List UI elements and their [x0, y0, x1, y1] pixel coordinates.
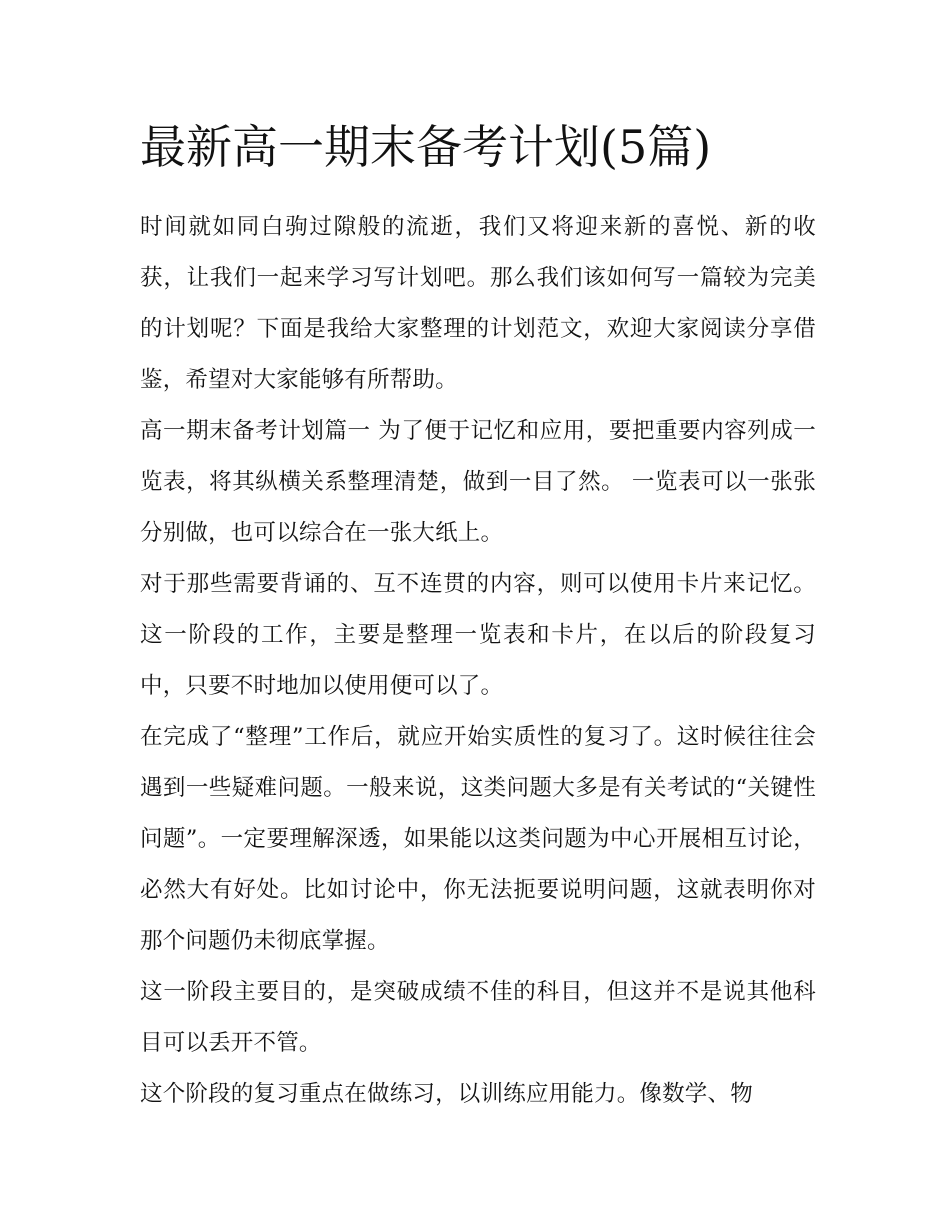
paragraph-intro: 时间就如同白驹过隙般的流逝，我们又将迎来新的喜悦、新的收获，让我们一起来学习写计划吧。那么我们该如何写一篇较为完美的计划呢？下面是我给大家整理的计划范文，欢迎大家阅读分享借鉴，希望对大家能够有所帮助。: [140, 214, 816, 393]
document-title: 最新高一期末备考计划(5篇): [140, 120, 712, 174]
paragraph-key-questions: 在完成了“整理”工作后，就应开始实质性的复习了。这时候往往会遇到一些疑难问题。一般来说，这类问题大多是有关考试的“关键性问题”。一定要理解深透，如果能以这类问题为中心开展相互讨论，必然大有好处。比如讨论中，你无法扼要说明问题，这就表明你对那个问题仍未彻底掌握。: [140, 724, 816, 954]
paragraph-flashcards: 对于那些需要背诵的、互不连贯的内容，则可以使用卡片来记忆。 这一阶段的工作，主要是整理一览表和卡片，在以后的阶段复习中，只要不时地加以使用便可以了。: [140, 571, 816, 699]
paragraph-plan-one: 高一期末备考计划篇一 为了便于记忆和应用，要把重要内容列成一览表，将其纵横关系整理清楚，做到一目了然。 一览表可以一张张分别做，也可以综合在一张大纸上。: [140, 418, 816, 546]
paragraph-practice: 这个阶段的复习重点在做练习，以训练应用能力。像数学、物: [140, 1081, 753, 1107]
paragraph-weak-subjects: 这一阶段主要目的，是突破成绩不佳的科目，但这并不是说其他科目可以丢开不管。: [140, 979, 816, 1056]
document-body: [140, 112, 816, 1120]
